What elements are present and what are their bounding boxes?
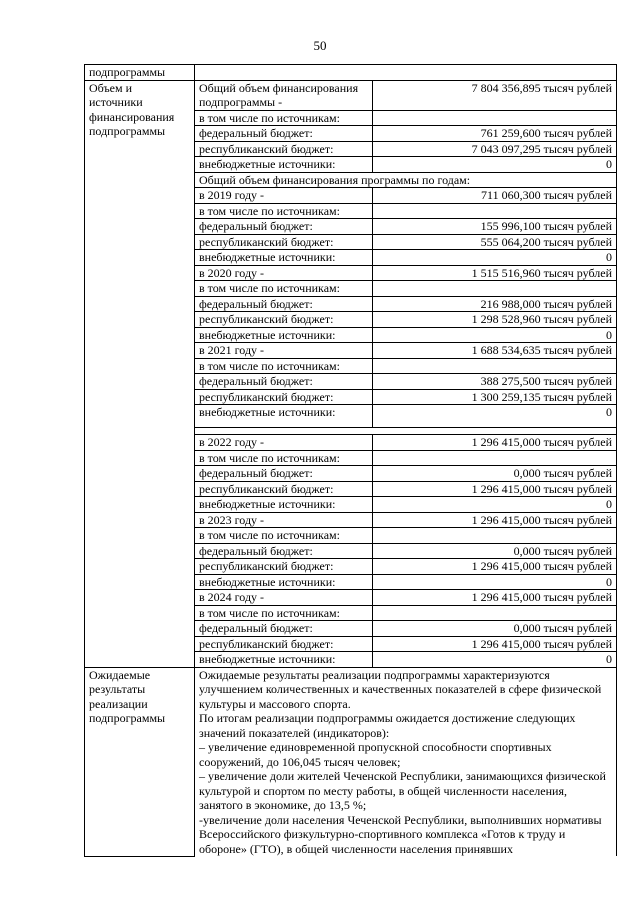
row-label: федеральный бюджет: bbox=[195, 621, 373, 637]
row-value: 1 296 415,000 тысяч рублей bbox=[373, 636, 617, 652]
funding-label-line: финансирования bbox=[89, 109, 175, 124]
results-paragraph: По итогам реализации подпрограммы ожидается достижение следующих значений показателей (индикаторов): bbox=[199, 711, 576, 740]
row-value: 0 bbox=[373, 652, 617, 668]
results-label-line: Ожидаемые bbox=[89, 667, 151, 682]
empty-value bbox=[373, 528, 617, 544]
sources-intro: в том числе по источникам: bbox=[195, 281, 373, 297]
row-value: 7 043 097,295 тысяч рублей bbox=[373, 141, 617, 157]
row-label: внебюджетные источники: bbox=[195, 250, 373, 266]
by-years-label: Общий объем финансирования программы по годам: bbox=[195, 172, 617, 188]
row-label: в 2021 году - bbox=[195, 343, 373, 359]
results-paragraph: – увеличение единовременной пропускной способности спортивных сооружений, до 106,045 тысяч человек; bbox=[199, 740, 552, 769]
results-paragraph: – увеличение доли жителей Чеченской Республики, занимающихся физической культурой и спортом по месту работы, в общей численности населения, занятого в экономике, до 13,5 %; bbox=[199, 769, 606, 812]
row-label: в 2024 году - bbox=[195, 590, 373, 606]
row-label: федеральный бюджет: bbox=[195, 296, 373, 312]
empty-value bbox=[373, 358, 617, 374]
row-label: внебюджетные источники: bbox=[195, 574, 373, 590]
sources-intro: в том числе по источникам: bbox=[195, 450, 373, 466]
row-value: 216 988,000 тысяч рублей bbox=[373, 296, 617, 312]
row-value: 1 296 415,000 тысяч рублей bbox=[373, 590, 617, 606]
sources-intro: в том числе по источникам: bbox=[195, 528, 373, 544]
funding-label-line: подпрограммы bbox=[89, 124, 166, 138]
sources-intro: в том числе по источникам: bbox=[195, 203, 373, 219]
results-label-line: реализации bbox=[89, 696, 148, 711]
row-label bbox=[195, 80, 373, 110]
header-continuation-empty bbox=[195, 65, 617, 81]
row-label: внебюджетные источники: bbox=[195, 327, 373, 343]
funding-label-cell bbox=[85, 80, 195, 667]
header-continuation-cell: подпрограммы bbox=[85, 65, 195, 81]
row-label: республиканский бюджет: bbox=[195, 389, 373, 405]
funding-label-line: источники bbox=[89, 95, 143, 109]
row-value: 0 bbox=[373, 157, 617, 173]
sources-intro: в том числе по источникам: bbox=[195, 110, 373, 126]
row-value: 1 296 415,000 тысяч рублей bbox=[373, 435, 617, 451]
row-label: в 2022 году - bbox=[195, 435, 373, 451]
row-label: федеральный бюджет: bbox=[195, 543, 373, 559]
row-value: 0,000 тысяч рублей bbox=[373, 466, 617, 482]
row-label: внебюджетные источники: bbox=[195, 405, 373, 428]
row-label: федеральный бюджет: bbox=[195, 374, 373, 390]
results-label-line: результаты bbox=[89, 682, 146, 696]
row-value: 155 996,100 тысяч рублей bbox=[373, 219, 617, 235]
funding-label-line: Объем и bbox=[89, 80, 133, 95]
row-label: внебюджетные источники: bbox=[195, 157, 373, 173]
row-value: 1 296 415,000 тысяч рублей bbox=[373, 559, 617, 575]
blank-spacer bbox=[195, 428, 617, 435]
results-text-cell bbox=[195, 667, 617, 856]
empty-value bbox=[373, 605, 617, 621]
row-label: республиканский бюджет: bbox=[195, 141, 373, 157]
results-label-line: подпрограммы bbox=[89, 711, 166, 725]
row-value: 7 804 356,895 тысяч рублей bbox=[373, 80, 617, 110]
row-label: федеральный бюджет: bbox=[195, 126, 373, 142]
total-label-line: Общий объем финансирования bbox=[199, 80, 359, 95]
row-value: 388 275,500 тысяч рублей bbox=[373, 374, 617, 390]
row-value: 711 060,300 тысяч рублей bbox=[373, 188, 617, 204]
row-label: внебюджетные источники: bbox=[195, 497, 373, 513]
row-label: в 2020 году - bbox=[195, 265, 373, 281]
row-label: в 2023 году - bbox=[195, 512, 373, 528]
row-value: 1 298 528,960 тысяч рублей bbox=[373, 312, 617, 328]
total-label-line: подпрограммы - bbox=[199, 95, 283, 109]
program-passport-table bbox=[84, 64, 617, 857]
results-paragraph: -увеличение доли населения Чеченской Республики, выполнивших нормативы Всероссийского физкультурно-спортивного комплекса «Готов к труду и обороне» (ГТО), в общей численности населения принявших bbox=[199, 812, 602, 856]
page-number: 50 bbox=[313, 38, 327, 53]
empty-value bbox=[373, 450, 617, 466]
row-label: республиканский бюджет: bbox=[195, 481, 373, 497]
row-value: 0,000 тысяч рублей bbox=[373, 543, 617, 559]
row-value: 0 bbox=[373, 405, 617, 428]
row-label: внебюджетные источники: bbox=[195, 652, 373, 668]
row-label: федеральный бюджет: bbox=[195, 466, 373, 482]
row-value: 0,000 тысяч рублей bbox=[373, 621, 617, 637]
row-value: 0 bbox=[373, 327, 617, 343]
row-value: 1 515 516,960 тысяч рублей bbox=[373, 265, 617, 281]
row-label: республиканский бюджет: bbox=[195, 559, 373, 575]
row-value: 761 259,600 тысяч рублей bbox=[373, 126, 617, 142]
results-paragraph: Ожидаемые результаты реализации подпрограммы характеризуются улучшением количественных и качественных показателей в сфере физической культуры и массового спорта. bbox=[199, 667, 602, 711]
row-value: 1 300 259,135 тысяч рублей bbox=[373, 389, 617, 405]
empty-value bbox=[373, 203, 617, 219]
empty-value bbox=[373, 110, 617, 126]
sources-intro: в том числе по источникам: bbox=[195, 605, 373, 621]
row-value: 0 bbox=[373, 497, 617, 513]
total-row bbox=[85, 80, 617, 110]
row-value: 555 064,200 тысяч рублей bbox=[373, 234, 617, 250]
row-label: республиканский бюджет: bbox=[195, 636, 373, 652]
row-value: 1 296 415,000 тысяч рублей bbox=[373, 481, 617, 497]
results-row bbox=[85, 667, 617, 856]
row-value: 1 296 415,000 тысяч рублей bbox=[373, 512, 617, 528]
header-continuation-row bbox=[85, 65, 617, 81]
results-label-cell bbox=[85, 667, 195, 856]
row-value: 1 688 534,635 тысяч рублей bbox=[373, 343, 617, 359]
row-value: 0 bbox=[373, 574, 617, 590]
row-label: республиканский бюджет: bbox=[195, 312, 373, 328]
table-body bbox=[85, 65, 617, 857]
sources-intro: в том числе по источникам: bbox=[195, 358, 373, 374]
row-label: федеральный бюджет: bbox=[195, 219, 373, 235]
row-label: республиканский бюджет: bbox=[195, 234, 373, 250]
row-value: 0 bbox=[373, 250, 617, 266]
row-label: в 2019 году - bbox=[195, 188, 373, 204]
empty-value bbox=[373, 281, 617, 297]
